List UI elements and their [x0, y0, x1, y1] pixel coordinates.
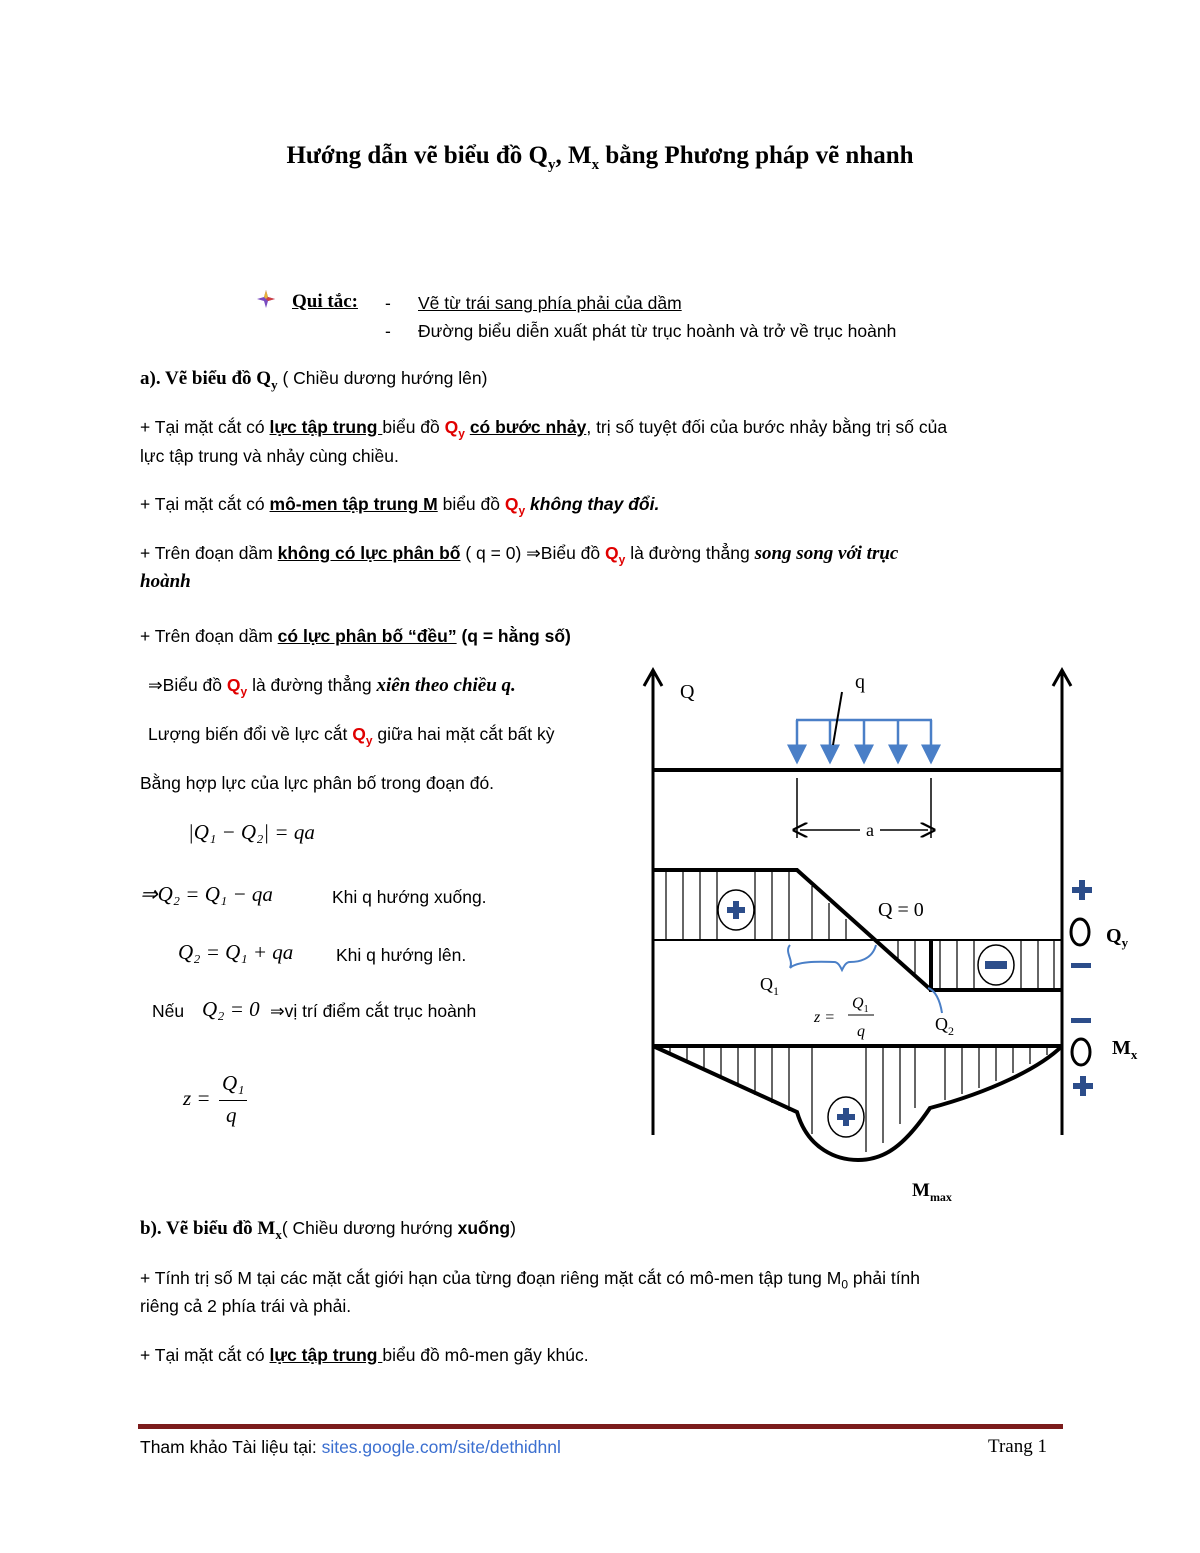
- section-b-paragraph-1-line2: riêng cả 2 phía trái và phải.: [140, 1296, 352, 1316]
- left-vertical-axis: [644, 670, 662, 1135]
- formula-q2-down: ⇒Q₂ = Q₁ − qa: [140, 882, 273, 906]
- section-a-paragraph-1-line2: lực tập trung và nhảy cùng chiều.: [140, 446, 399, 466]
- formula-zero: Q₂ = 0: [202, 997, 260, 1021]
- page-title: Hướng dẫn vẽ biểu đồ $Q_y$, $M_x$ bằng Phương pháp vẽ nhanh: [286, 142, 914, 173]
- shear-minus-sign: [978, 945, 1014, 985]
- section-a-paragraph-2: + Tại mặt cắt có mô-men tập trung M biểu đồ $Q_y$ không thay đổi.: [140, 494, 660, 518]
- formula-abs-difference: |Q₁ − Q₂| = qa: [188, 820, 315, 844]
- mx-sign-legend: [1071, 1018, 1093, 1096]
- right-vertical-axis: [1053, 670, 1071, 1135]
- dimension-a: [797, 778, 931, 838]
- footer-link[interactable]: sites.google.com/site/dethidhnl: [321, 1437, 561, 1457]
- section-a-paragraph-4: + Trên đoạn dầm có lực phân bố “đều” (q = hằng số): [140, 626, 571, 646]
- section-a-paragraph-6: Lượng biến đổi về lực cắt $Q_y$ giữa hai mặt cắt bất kỳ: [148, 724, 555, 748]
- formula-zero-prefix: Nếu: [152, 1001, 185, 1021]
- rules-item-1: Vẽ từ trái sang phía phải của dầm: [418, 293, 682, 313]
- formula-q2-up-note: Khi q hướng lên.: [336, 945, 467, 965]
- formula-q2-up: Q₂ = Q₁ + qa: [178, 940, 294, 964]
- section-b-paragraph-2: + Tại mặt cắt có lực tập trung biểu đồ mô-men gãy khúc.: [140, 1345, 589, 1365]
- section-a-paragraph-5: ⇒Biểu đồ $Q_y$ là đường thẳng xiên theo chiều q.: [148, 675, 516, 699]
- formula-z-fraction-bar: [219, 1100, 247, 1101]
- section-a-paragraph-3: + Trên đoạn dầm không có lực phân bố ( q = 0) ⇒Biểu đồ $Q_y$ là đường thẳng song song với trục: [140, 543, 899, 567]
- formula-z-numerator: Q₁: [222, 1071, 245, 1095]
- rules-item-2: Đường biểu diễn xuất phát từ trục hoành và trở về trục hoành: [418, 321, 897, 341]
- label-z: z =: [814, 1009, 836, 1026]
- label-z-numerator: $Q_1$: [852, 995, 869, 1015]
- formula-z-lhs: z =: [183, 1086, 211, 1110]
- section-a-heading: a). Vẽ biểu đồ $Q_y$ ( Chiều dương hướng lên): [140, 368, 488, 392]
- label-q2: $Q_2$: [935, 1014, 954, 1038]
- section-a-paragraph-1: + Tại mặt cắt có lực tập trung biểu đồ $Q_y$ có bước nhảy, trị số tuyệt đối của bước nhảy bằng trị số của: [140, 417, 948, 441]
- formula-z-denominator: q: [226, 1103, 237, 1127]
- q-leader-line: [833, 692, 842, 745]
- footer-page-number: Trang 1: [988, 1436, 1047, 1457]
- formula-zero-suffix: ⇒vị trí điểm cắt trục hoành: [270, 1001, 477, 1021]
- moment-plus-sign: [828, 1097, 864, 1137]
- section-a-paragraph-3-line2: hoành: [140, 571, 191, 592]
- section-a-paragraph-7: Bằng hợp lực của lực phân bố trong đoạn đó.: [140, 773, 495, 793]
- footer-reference: Tham khảo Tài liệu tại: sites.google.com/site/dethidhnl: [140, 1437, 561, 1457]
- footer-divider: [138, 1424, 1063, 1429]
- label-q-axis: Q: [680, 681, 695, 703]
- rules-label: Qui tắc:: [292, 291, 358, 312]
- distributed-load-arrows: [796, 720, 932, 762]
- label-z-denominator: q: [857, 1023, 865, 1040]
- rules-dash-2: -: [385, 321, 391, 341]
- rules-bullet-icon: [257, 290, 275, 308]
- z-brace: [788, 945, 876, 970]
- label-q1: $Q_1$: [760, 974, 779, 998]
- section-b-paragraph-1: + Tính trị số M tại các mặt cắt giới hạn của từng đoạn riêng mặt cắt có mô-men tập tung $M_0$ phải tính: [140, 1268, 921, 1292]
- shear-plus-sign: [718, 890, 754, 930]
- shear-moment-diagram: [640, 660, 1140, 1205]
- section-b-heading: b). Vẽ biểu đồ $M_x$( Chiều dương hướng xuống): [140, 1218, 516, 1242]
- rules-dash-1: -: [385, 293, 391, 313]
- label-mx: $M_x$: [1112, 1037, 1138, 1062]
- qy-sign-legend: [1071, 880, 1092, 968]
- label-qy: $Q_y$: [1106, 925, 1129, 950]
- formula-q2-down-note: Khi q hướng xuống.: [332, 887, 487, 907]
- label-a: a: [866, 820, 874, 840]
- label-q-zero: Q = 0: [878, 899, 924, 921]
- label-q-load: q: [855, 671, 865, 693]
- label-mmax: $M_{max}$: [912, 1180, 952, 1204]
